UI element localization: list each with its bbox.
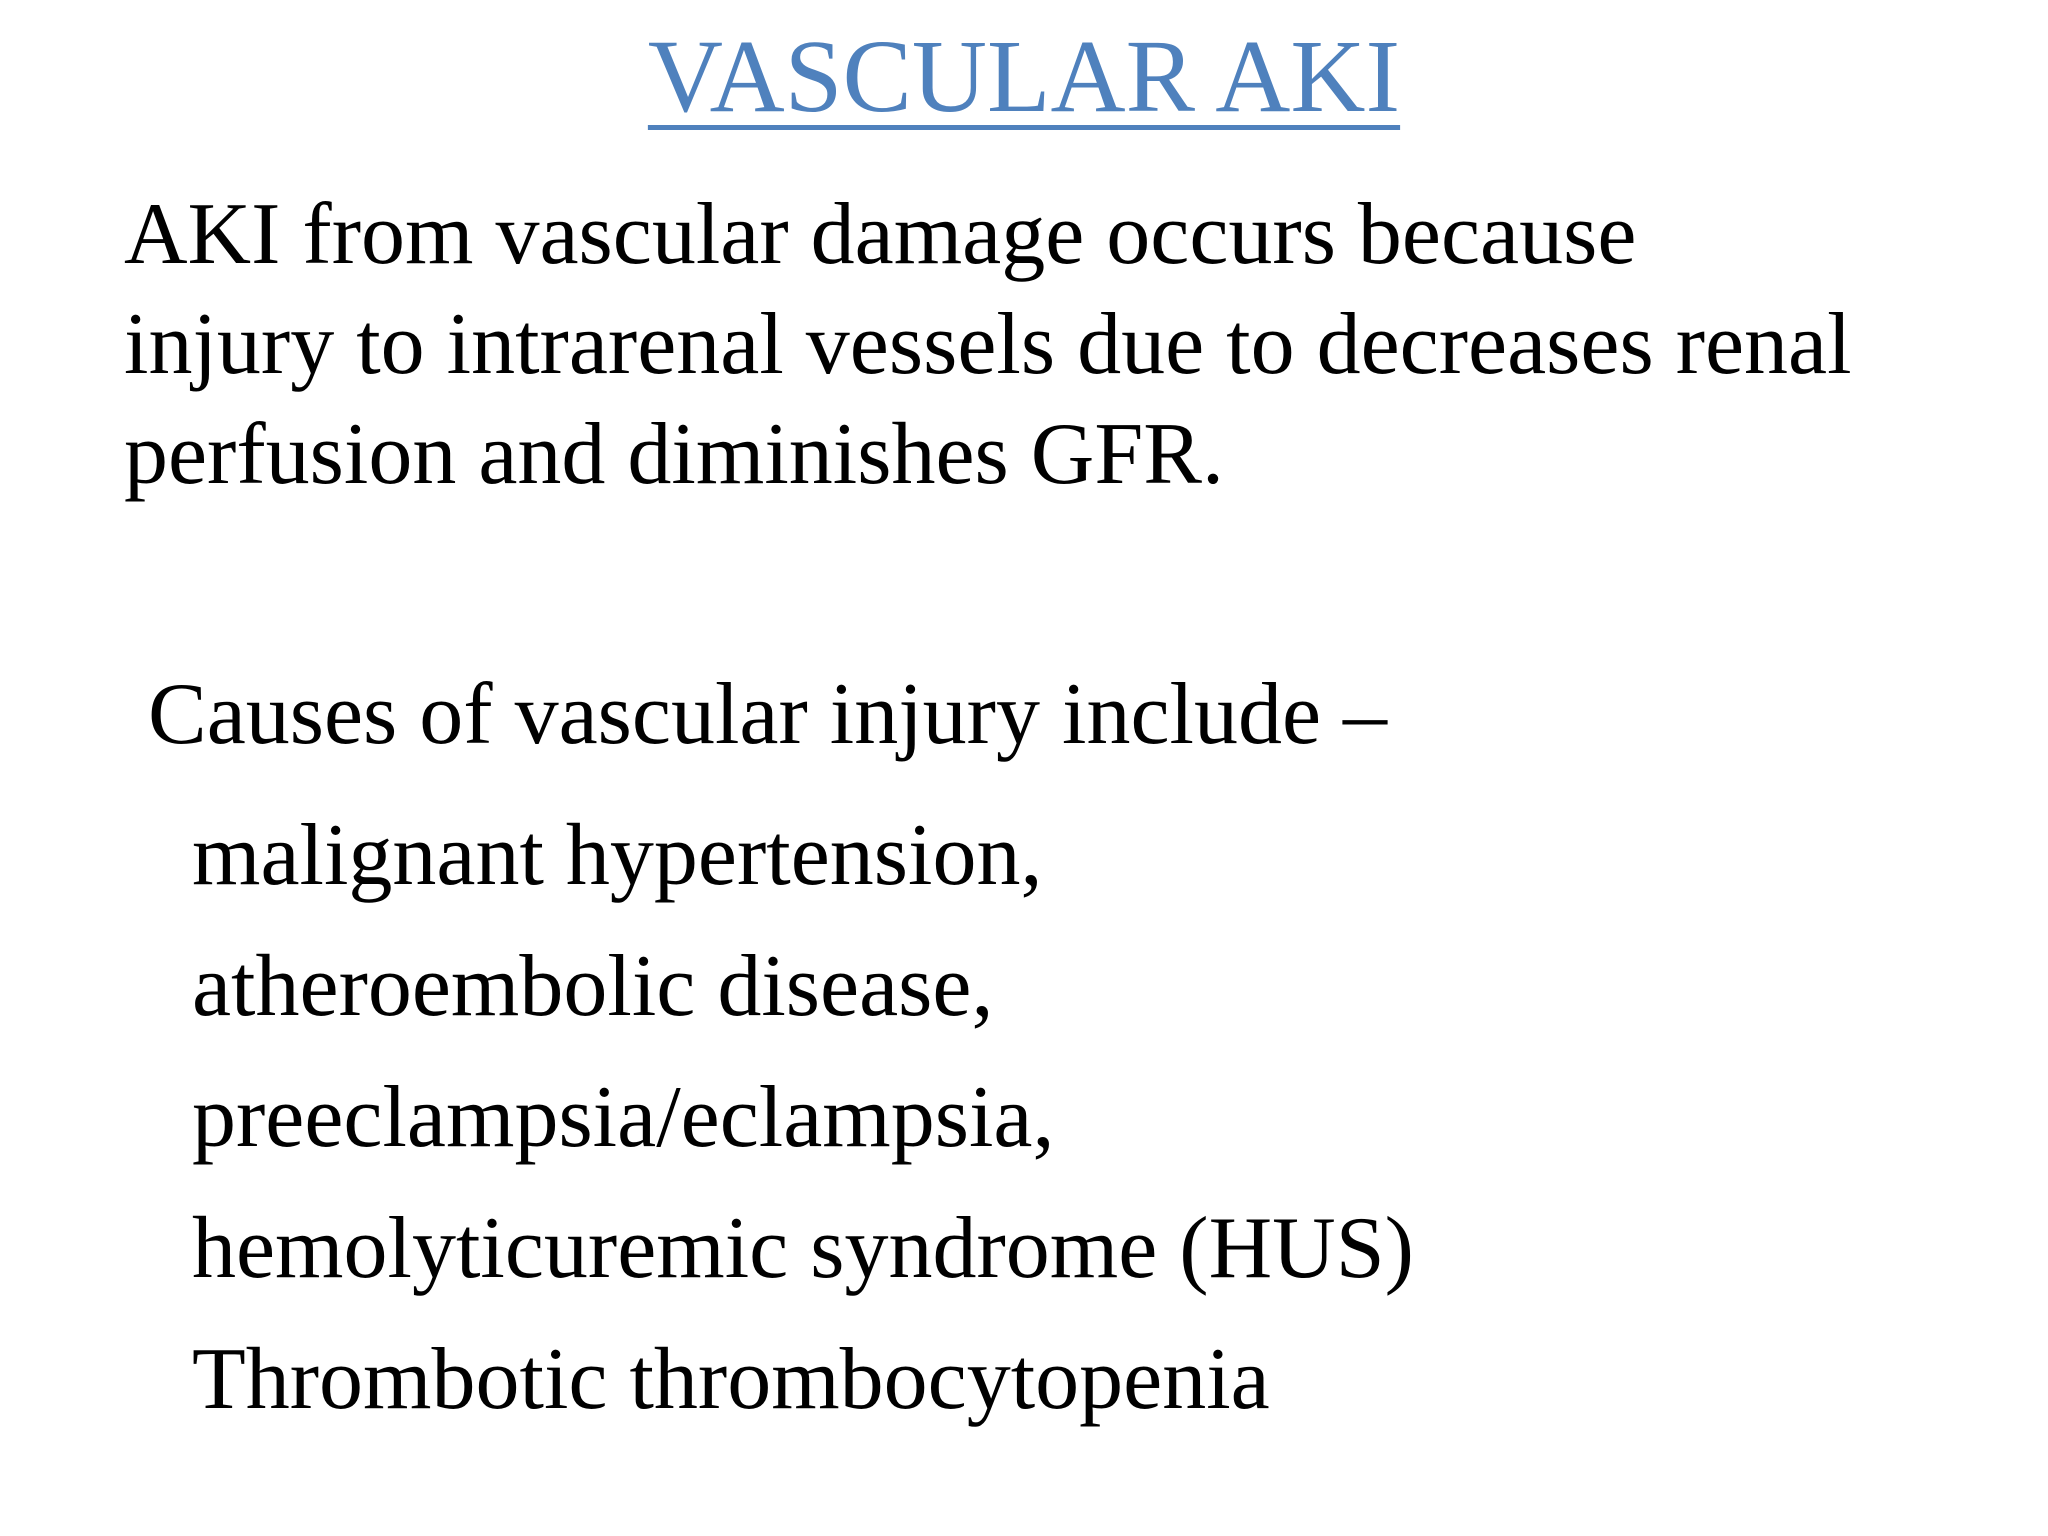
intro-line: perfusion and diminishes GFR. — [124, 406, 1224, 503]
causes-heading: Causes of vascular injury include – — [148, 666, 1388, 763]
intro-line: injury to intrarenal vessels due to decreases renal — [124, 296, 1852, 393]
cause-item: malignant hypertension, — [192, 807, 1043, 904]
cause-item: atheroembolic disease, — [192, 938, 994, 1035]
cause-item: hemolyticuremic syndrome (HUS) — [192, 1200, 1414, 1297]
cause-item: preeclampsia/eclampsia, — [192, 1069, 1055, 1166]
cause-item: Thrombotic thrombocytopenia — [192, 1331, 1270, 1428]
intro-line: AKI from vascular damage occurs because — [124, 186, 1637, 283]
intro-paragraph — [124, 180, 2004, 510]
slide-title: VASCULAR AKI — [647, 19, 1401, 134]
causes-list — [192, 790, 1414, 1445]
